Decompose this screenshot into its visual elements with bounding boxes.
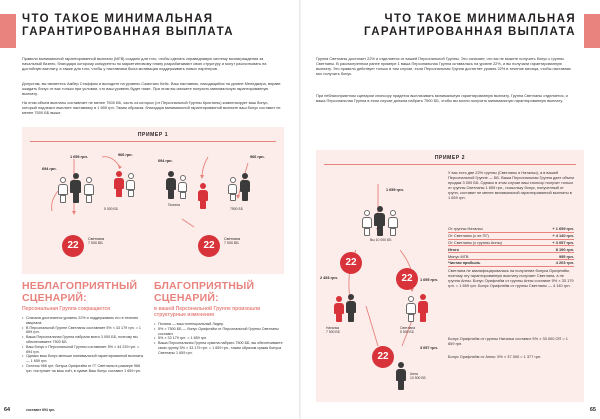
node-natalia-label [326, 326, 340, 334]
ex1-amount-e: 966 грн. [250, 155, 265, 159]
person-figure [84, 177, 94, 203]
node-svetlana-label [400, 326, 415, 334]
ex1-amount-b: 966 грн. [118, 153, 133, 157]
ex1-badge-1: 22 [62, 235, 84, 257]
arrow-line [366, 306, 378, 346]
person-figure [418, 294, 428, 322]
calc-row [448, 253, 574, 260]
right-page [300, 0, 600, 419]
bullet-item: • В Персональной Группе Светланы составляет 5% × 33 179 грн. = 1 659 грн. [22, 326, 146, 336]
ex2-badge-2: 22 [396, 268, 418, 290]
left-paragraph-1: Правило минимальной гарантированной выплаты (МГВ) создано для того, чтобы сделать справедливую систему вознаграждения за начальный бизнес, благодаря которому конкуренты по маркетинговому плану разрабатывают свою структуру и могут рассчитывать на достойную выплату, а также для того, чтобы у наставника была мотивация поддерживать новых партнеров. [22, 56, 267, 72]
person-figure [228, 177, 237, 201]
calc-row-label: Минус МГВ [448, 253, 538, 260]
scenario-2-heading-l2: СЦЕНАРИЙ: [154, 292, 219, 304]
calc-table [448, 226, 574, 267]
person-figure [374, 206, 385, 236]
scenario-1-heading-l1: НЕБЛАГОПРИЯТНЫЙ [22, 280, 138, 292]
calc-row-value: + 1 659 грн. [538, 226, 574, 232]
node-you-label [370, 238, 391, 242]
ex1-badge-1-caption [88, 237, 104, 246]
calc-row-value: 4 203 грн. [538, 259, 574, 266]
ex2-amount-1: 1 659 грн. [386, 188, 404, 192]
calc-note-3: Бонус Орифлэйм от Анны: 5% × 37 000 = 1 377 грн. [448, 354, 542, 359]
person-figure [198, 183, 208, 209]
node-svetlana-name: Светлана [400, 326, 416, 330]
ex1-cap-2a: Светлана [224, 237, 240, 241]
calc-row [448, 232, 574, 239]
scenario-2-subheading: в вашей Персональной Группе произошли структурные изменения [154, 306, 261, 318]
bullet-item: • Полина — ваш потенциальный Лидер. [154, 322, 284, 327]
arrow-head [200, 175, 204, 179]
calc-row-label: От Светланы (с ее ПГ) [448, 232, 538, 239]
calc-row-value: + 4 140 грн. [538, 232, 574, 239]
right-paragraph-2: При неблагоприятном сценарии спонсору придется выплачивать минимальную гарантированную выплату. Группа Светланы отделяется, и ваша Персональная Группа в этом случае должна набрать 7500 ББ, чтобы вы могли получить минимальную гарантированную выплату. [316, 93, 568, 104]
node-anna-pv: 10 500 ББ [410, 376, 426, 381]
right-title-line2: ГАРАНТИРОВАННАЯ ВЫПЛАТА [364, 26, 576, 38]
person-figure [406, 296, 416, 322]
scenario-2-heading-l1: БЛАГОПРИЯТНЫЙ [154, 280, 255, 292]
ex1-amount-a: 694 грн. [42, 167, 57, 171]
arrow-line [102, 157, 120, 167]
calc-row-value: + 3 057 грн. [538, 239, 574, 246]
ex1-amount-d: 694 грн. [158, 159, 173, 163]
calc-row [448, 259, 574, 266]
ex1-sub-1: Полина [168, 203, 180, 207]
node-anna-label [410, 372, 426, 380]
ex2-badge-1: 22 [340, 252, 362, 274]
arrow-head [72, 211, 76, 215]
bullet-item: • Остаток 966 грн. бонуса Орифлэйм от ГГ Светланы в размере 966 грн. поступает на ваш счёт, в сумме Ваш бонус составит 1 659 грн. [22, 364, 146, 374]
calc-note: Светлана не квалифицировалась на получение бонуса Орифлэйм, поэтому эту гарантированную выплату получает Светлана, а не группа Анны. Бонус Орифлэйм от группы Анны составит 5% × 33 179 грн. = 1 659 грн. Бонус Орифлэйм от группы Светланы — 4 140 грн. [448, 268, 574, 289]
calc-row-value: 995 грн. [538, 253, 574, 260]
ex1-pct-a: 5 000 ББ [104, 207, 118, 211]
calc-intro: У вас есть две 22% группы (Светланы и Натальи), а в вашей Персональной Группе — ББ. Ваша Персональная Группа дает объем продаж 3 000 ББ. Однако в этом случае ваш спонсор получит только от группы Светланы 1 659 грн., поскольку бонус, полученный от групп, составит не менее минимальной гарантированной выплаты в 1 659 грн. [448, 170, 574, 201]
left-title-line2: ГАРАНТИРОВАННАЯ ВЫПЛАТА [22, 26, 234, 38]
left-paragraph-2: Допустим, вы являетесь Амбер Стаффом и выходите на уровень Самстанс Кейс. Ваш наставник, находящийся на уровне Менеджера, вправе ожидать бонус от вас только при условии, что ваш уровень будет ниже. При этом вы сможете получить минимальную гарантированную выплату. [22, 81, 281, 97]
right-page-tab-marker [584, 14, 600, 48]
scenario-1-bullets [22, 316, 146, 374]
calc-row-value: 8 190 грн. [538, 246, 574, 253]
example-1-box [22, 127, 284, 274]
node-anna-name: Анна [410, 372, 418, 376]
example-1-label: ПРИМЕР 1 [137, 132, 169, 138]
ex1-cap-2b: 7 000 ББ [224, 241, 239, 246]
person-figure [396, 362, 406, 390]
person-figure [126, 173, 135, 197]
node-natalia-pv: 7 500 ББ [326, 330, 340, 335]
person-figure [58, 177, 68, 203]
calc-row-label: Чистая прибыль [448, 259, 538, 266]
arrow-line [202, 157, 208, 177]
left-page-tab-marker [0, 14, 16, 48]
person-figure [362, 210, 372, 236]
ex2-amount-2: 2 493 грн. [320, 276, 338, 280]
bullet-item: • Ваша Персональная Группа набрала всего 3 000 ББ, поэтому вы обеспечиваете 7500 ББ [22, 335, 146, 345]
person-figure [178, 175, 187, 199]
person-figure [114, 171, 124, 197]
person-figure [70, 173, 81, 203]
calc-row-label: От группы Натальи [448, 226, 538, 232]
scenario-1-heading-l2: СЦЕНАРИЙ: [22, 292, 87, 304]
scenario-1-subheading: Персональная Группа сокращается [22, 306, 111, 312]
bullet-item: • Однако ваш бонус меньше минимальной гарантированной выплаты — 1 659 грн. [22, 354, 146, 364]
left-paragraph-3: На этом объем выплаты составляет не менее 7500 ББ, часть из которых (от Персональной Группы Кристины) компенсирует ваш бонус, который подлежит выплате наставнику в 1 659 грн. Таким образом, благодаря минимальной гарантированной выплате ваш бонус составит не менее 7500 ББ выше. [22, 100, 281, 116]
node-you-name: Вы [370, 238, 375, 242]
ex2-badge-3: 22 [372, 346, 394, 368]
person-figure [166, 171, 176, 199]
example-2-box [316, 150, 584, 402]
left-title-line1: ЧТО ТАКОЕ МИНИМАЛЬНАЯ [22, 13, 214, 25]
node-svetlana-pv: 5 500 ББ [400, 330, 414, 335]
right-paragraph-1: Группа Светланы достигает 22% и отделяется от вашей Персональной Группы. Это означает, что вы не можете получить бонус с группы Светланы. В рассмотренном ранее примере 1 ваша Персональная Группа оставалась на уровне 22%, и вы получали гарантированную выплату. Это правило действует только в том случае, если Персональная Группа достигнет уровня 22% в течение месяца, чтобы наставник мог получить бонус. [316, 56, 571, 77]
bullet-item: • 5% × 7500 ББ — бонус Орифлэйм от Персональной Группы Светланы составит [154, 327, 284, 337]
bullet-item: • Ваш бонус с Персональной Группы составляет 5% × 44 239 грн. = 694 грн. [22, 345, 146, 355]
right-page-number: 65 [589, 407, 596, 413]
calc-row [448, 246, 574, 253]
ex2-amount-3: 1 695 грн. [420, 278, 438, 282]
calc-row-label: Итого [448, 246, 538, 253]
person-figure [346, 294, 356, 322]
ex1-cap-1a: Светлана [88, 237, 104, 241]
right-title-line1: ЧТО ТАКОЕ МИНИМАЛЬНАЯ [384, 13, 576, 25]
left-page-number: 64 [4, 407, 11, 413]
scenario-1-heading [22, 280, 137, 304]
ex2-amount-4: 3 057 грн. [420, 346, 438, 350]
right-page-title [364, 13, 576, 39]
person-figure [240, 173, 250, 201]
scenario-1-total: составит 694 грн. [26, 408, 56, 412]
scenario-2-bullets [154, 322, 284, 356]
ex1-pct-b: 7500 ББ [230, 207, 243, 211]
bullet-item: • 5% × 33 179 грн. = 1 659 грн. [154, 336, 284, 341]
scenario-2-heading [154, 280, 254, 304]
bullet-item: • Сначала достигается уровень 22% и поддерживать его в течение квартала [22, 316, 146, 326]
arrow-head [118, 165, 122, 169]
ex1-badge-2: 22 [198, 235, 220, 257]
arrow-line [182, 219, 194, 227]
example-2-label: ПРИМЕР 2 [434, 155, 466, 161]
calc-row [448, 239, 574, 246]
person-figure [388, 210, 398, 236]
ex1-cap-1b: 7 000 ББ [88, 241, 103, 246]
calc-row-label: От Светланы (с группы Анны) [448, 239, 538, 246]
calc-note-2: Бонус Орифлэйм от группы Натальи составит 5% × 33 000 ОП = 1 659 грн. [448, 336, 568, 347]
ex1-amount-c: 1 659 грн. [70, 155, 88, 159]
node-natalia-name: Наталья [326, 326, 340, 330]
ex1-badge-2-caption [224, 237, 240, 246]
person-figure [334, 296, 344, 322]
node-you-pv: 10 000 ББ [375, 238, 392, 242]
bullet-item: • Ваша Персональная Группа сумела набрать 7500 ББ, вы обеспечиваете свою группу 5% × 33 179 грн. = 1 659 грн., таким образом сумма бонуса Светланы 1 659 грн. [154, 341, 284, 355]
left-page-title [22, 13, 234, 39]
